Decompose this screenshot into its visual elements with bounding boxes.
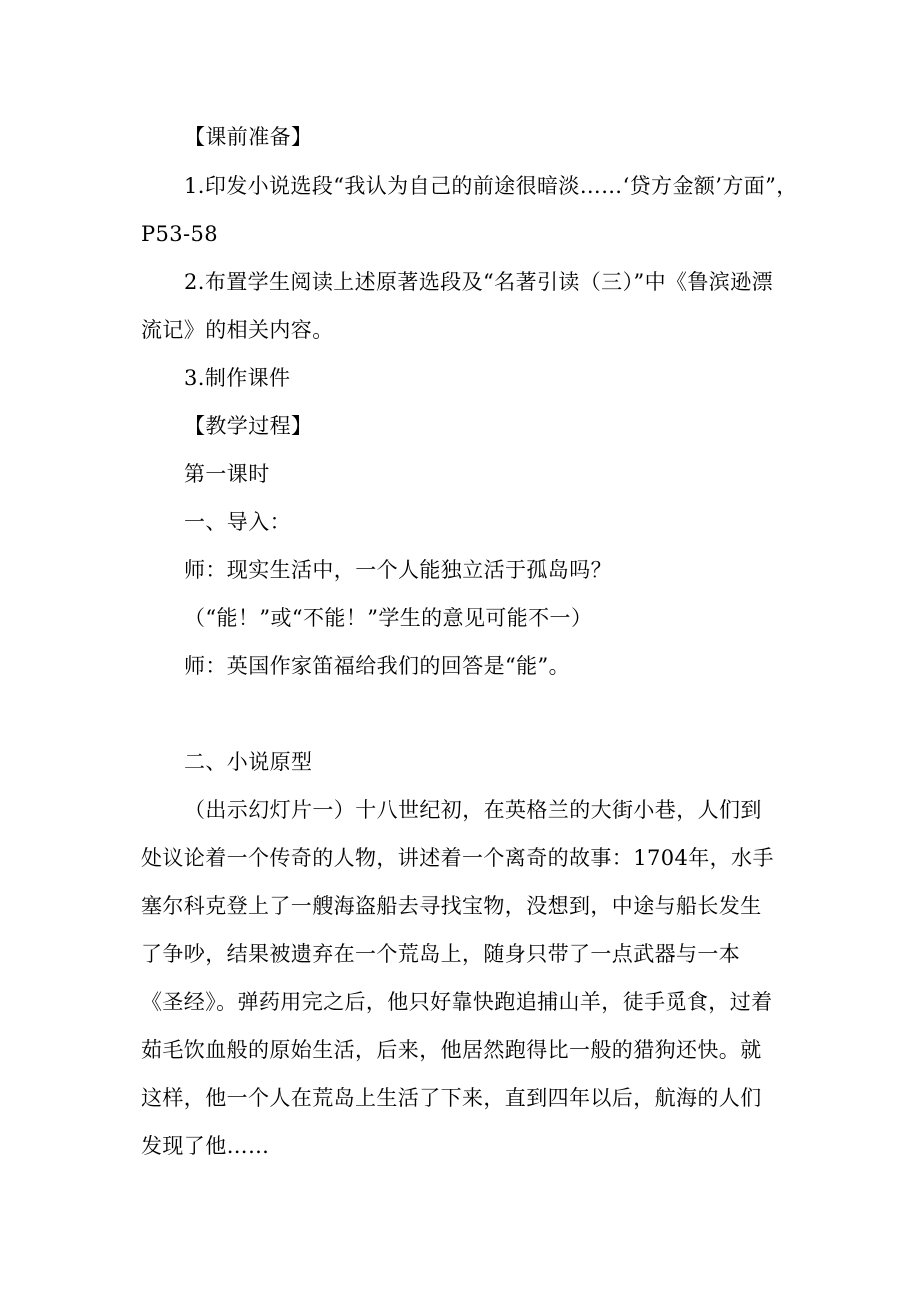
dialogue-line: 师：英国作家笛福给我们的回答是“能”。: [184, 654, 571, 678]
paragraph-line: 了争吵，结果被遗弃在一个荒岛上，随身只带了一点武器与一本: [141, 942, 741, 966]
dialogue-line: 师：现实生活中，一个人能独立活于孤岛吗？: [184, 558, 612, 582]
paragraph-line: 3.制作课件: [184, 366, 291, 390]
paragraph-line: 《圣经》。弹药用完之后，他只好靠快跑追捕山羊，徒手觅食，过着: [141, 990, 773, 1014]
section-heading-process: 【教学过程】: [184, 414, 313, 438]
paragraph-line: 茹毛饮血般的原始生活，后来，他居然跑得比一般的猎狗还快。就: [141, 1038, 762, 1062]
paragraph-line: 处议论着一个传奇的人物，讲述着一个离奇的故事：1704年，水手: [141, 846, 774, 870]
paragraph-line: 塞尔科克登上了一艘海盗船去寻找宝物，没想到，中途与船长发生: [141, 894, 762, 918]
section-heading-preparation: 【课前准备】: [184, 125, 313, 149]
paragraph-line: 发现了他……: [141, 1134, 270, 1158]
paragraph-line: （出示幻灯片一）十八世纪初，在英格兰的大街小巷，人们到: [184, 798, 762, 822]
lesson-title: 第一课时: [184, 462, 270, 486]
paragraph-line: 2.布置学生阅读上述原著选段及“名著引读（三）”中《鲁滨逊漂: [184, 270, 774, 294]
paragraph-line: 这样，他一个人在荒岛上生活了下来，直到四年以后，航海的人们: [141, 1086, 762, 1110]
paragraph-line: 1.印发小说选段“我认为自己的前途很暗淡……‘贷方金额’方面”，: [184, 174, 798, 198]
subsection-heading: 一、导入：: [184, 510, 291, 534]
subsection-heading: 二、小说原型: [184, 750, 313, 774]
paragraph-line: 流记》的相关内容。: [141, 318, 334, 342]
dialogue-line: （“能！”或“不能！”学生的意见可能不一）: [184, 606, 593, 630]
paragraph-line: P53-58: [141, 222, 219, 246]
